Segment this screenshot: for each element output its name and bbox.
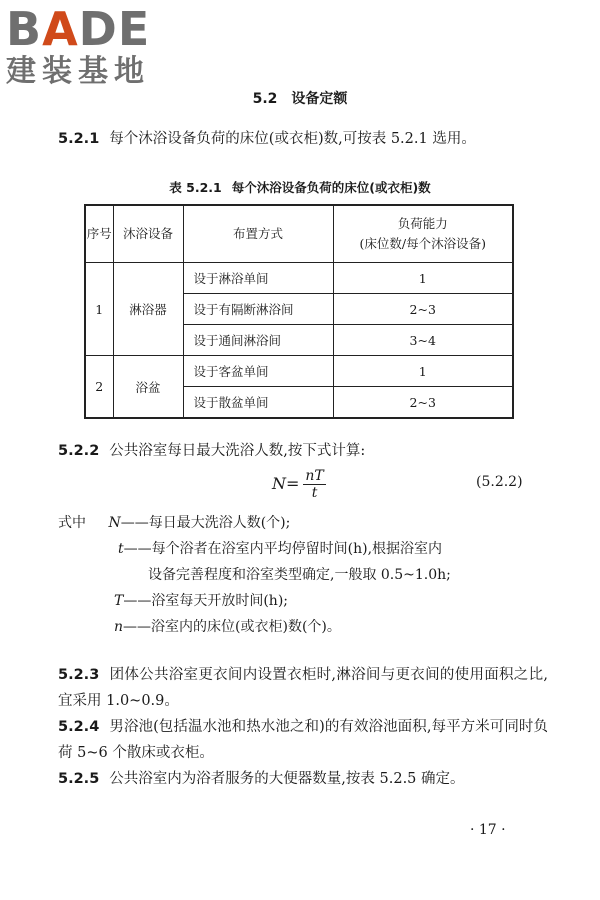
formula [272,468,326,501]
where-desc: ——浴室每天开放时间(h); [123,593,289,609]
clause-5-2-1 [58,126,548,152]
logo-chinese: 建装基地 [6,54,150,89]
where-symbol: t [118,541,124,557]
where-desc: ——浴室内的床位(或衣柜)数(个)。 [123,619,341,635]
header-capacity: 负荷能力 (床位数/每个沐浴设备) [333,205,513,263]
clause-text: 男浴池(包括温水池和热水池之和)的有效浴池面积,每平方米可同时负荷 5~6 个散床或衣柜。 [58,719,548,761]
cell-layout: 设于有隔断淋浴间 [183,294,333,325]
formula-fraction [303,468,325,501]
table-row [85,263,513,294]
where-desc: ——每日最大洗浴人数(个); [120,515,291,531]
clause-number: 5.2.5 [58,771,100,787]
where-intro: 式中 [58,515,86,531]
where-symbol: T [114,593,124,609]
header-equipment: 沐浴设备 [113,205,183,263]
section-title-text: 设备定额 [291,91,348,107]
cell-layout: 设于客盆单间 [183,356,333,387]
clause-5-2-4 [58,714,548,766]
cell-capacity: 2~3 [333,294,513,325]
clause-number: 5.2.4 [58,719,100,735]
cell-capacity: 1 [333,263,513,294]
clause-5-2-3 [58,662,548,714]
table-caption-number: 表 5.2.1 [169,180,222,195]
where-symbol: n [114,619,124,635]
formula-denominator: t [311,485,318,501]
table-row [85,356,513,387]
table-header-row [85,205,513,263]
formula-label: (5.2.2) [476,474,523,490]
logo-latin: BADE [6,2,151,56]
clause-5-2-2 [58,438,548,464]
cell-capacity: 3~4 [333,325,513,356]
clause-number: 5.2.3 [58,667,100,683]
table-caption [0,178,600,196]
cell-equipment: 浴盆 [113,356,183,419]
header-seq: 序号 [85,205,113,263]
where-desc: ——每个浴者在浴室内平均停留时间(h),根据浴室内 [123,541,443,557]
section-number: 5.2 [252,91,278,107]
clause-number: 5.2.1 [58,131,100,147]
cell-capacity: 1 [333,356,513,387]
where-line [114,588,288,614]
where-line [58,510,290,536]
bade-logo [6,4,176,90]
cell-layout: 设于淋浴单间 [183,263,333,294]
page-number: · 17 · [470,822,506,838]
where-line [148,562,451,588]
clause-text: 每个沐浴设备负荷的床位(或衣柜)数,可按表 5.2.1 选用。 [109,131,476,147]
where-line [114,614,341,640]
cell-layout: 设于散盆单间 [183,387,333,419]
clause-number: 5.2.2 [58,443,100,459]
clause-text: 公共浴室内为浴者服务的大便器数量,按表 5.2.5 确定。 [109,771,465,787]
clause-text: 公共浴室每日最大洗浴人数,按下式计算: [109,443,366,459]
cell-equipment: 淋浴器 [113,263,183,356]
cell-seq: 2 [85,356,113,419]
cell-layout: 设于通间淋浴间 [183,325,333,356]
bath-equipment-table [84,204,514,419]
cell-seq: 1 [85,263,113,356]
where-desc: 设备完善程度和浴室类型确定,一般取 0.5~1.0h; [148,567,451,583]
where-symbol: N [108,515,121,531]
clause-text: 团体公共浴室更衣间内设置衣柜时,淋浴间与更衣间的使用面积之比,宜采用 1.0~0.9。 [58,667,548,709]
table-caption-title: 每个沐浴设备负荷的床位(或衣柜)数 [231,180,431,195]
clause-5-2-5 [58,766,548,792]
header-layout: 布置方式 [183,205,333,263]
section-title [0,88,600,108]
cell-capacity: 2~3 [333,387,513,419]
formula-numerator: nT [305,468,324,484]
where-line [118,536,442,562]
formula-lhs: N= [272,474,300,493]
